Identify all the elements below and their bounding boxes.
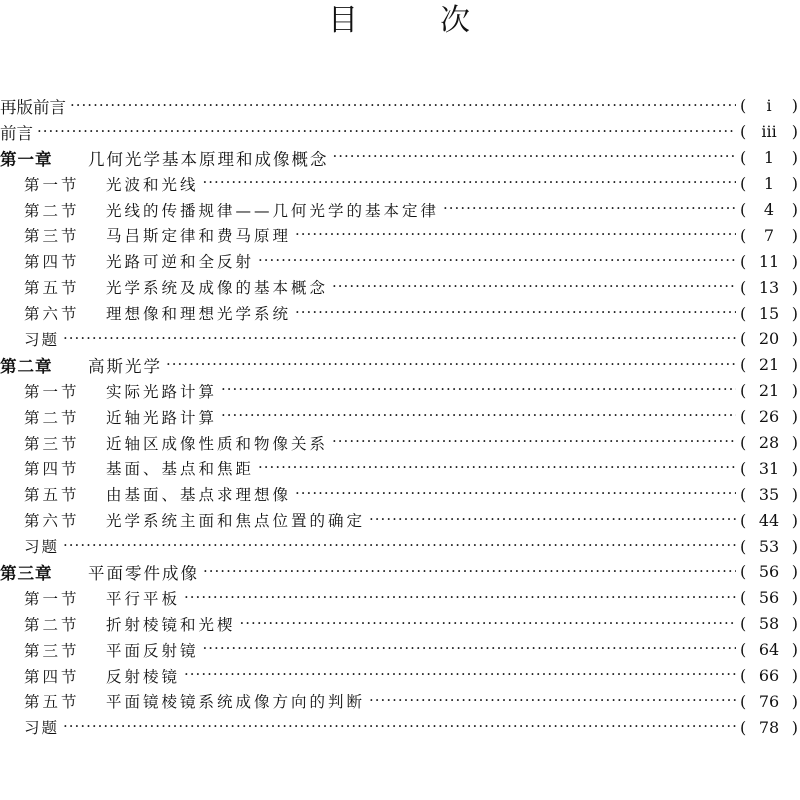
toc-entry-title: 习题	[24, 538, 60, 557]
toc-entry-section[interactable]	[0, 637, 800, 663]
dot-leader	[63, 719, 736, 736]
close-paren: )	[791, 588, 798, 608]
toc-entry-section[interactable]	[0, 663, 800, 689]
dot-leader	[369, 512, 736, 529]
toc-entry-page	[740, 433, 798, 452]
toc-entry-page	[740, 122, 798, 141]
toc-entry-section[interactable]	[0, 481, 800, 507]
page-number: 21	[758, 355, 780, 375]
close-paren: )	[791, 303, 798, 323]
open-paren: (	[740, 666, 747, 686]
close-paren: )	[791, 536, 798, 556]
toc-entry-number: 第二节	[24, 615, 80, 634]
dot-leader	[295, 486, 736, 503]
close-paren: )	[791, 148, 798, 168]
dot-leader	[258, 253, 736, 270]
page-number: 66	[758, 666, 780, 686]
close-paren: )	[791, 433, 798, 453]
open-paren: (	[740, 510, 747, 530]
toc-entry-title: 习题	[24, 719, 60, 738]
close-paren: )	[791, 640, 798, 660]
open-paren: (	[740, 355, 747, 375]
close-paren: )	[791, 381, 798, 401]
toc-entry-page	[740, 692, 798, 711]
page-number: 13	[758, 277, 780, 297]
open-paren: (	[740, 200, 747, 219]
close-paren: )	[791, 510, 798, 530]
toc-entry-title: 习题	[24, 330, 60, 349]
toc-entry-page	[740, 252, 798, 271]
toc-entry-chapter[interactable]	[0, 559, 800, 585]
toc-entry-title: 光学系统主面和焦点位置的确定	[106, 512, 366, 531]
toc-entry-number: 第一节	[24, 175, 80, 194]
toc-entry-number: 第三节	[24, 434, 80, 453]
page-number: 35	[758, 484, 780, 504]
toc-entry-page	[740, 278, 798, 297]
toc-entry-number: 第二章	[0, 356, 53, 376]
toc-entry-number: 第三节	[24, 227, 80, 246]
dot-leader	[332, 279, 736, 296]
dot-leader	[184, 590, 736, 607]
page-number: ⅲ	[761, 122, 777, 142]
toc-entry-title: 平面镜棱镜系统成像方向的判断	[106, 693, 366, 712]
toc-entry-page	[740, 329, 798, 348]
toc-entry-number: 第四节	[24, 253, 80, 272]
open-paren: (	[740, 148, 747, 168]
toc-entry-exercise[interactable]	[0, 326, 800, 352]
page-number: 31	[758, 458, 780, 478]
toc-entry-title: 平面零件成像	[88, 563, 199, 583]
toc-entry-title: 平行平板	[106, 589, 181, 608]
page-number: 1	[763, 174, 775, 194]
toc-entry-title: 光波和光线	[106, 175, 199, 194]
toc-entry-number: 第六节	[24, 305, 80, 324]
toc-entry-page	[740, 485, 798, 504]
page-number: 1	[763, 148, 775, 168]
toc-entry-number: 第五节	[24, 486, 80, 505]
page-number: 4	[763, 200, 775, 219]
toc-entry-section[interactable]	[0, 300, 800, 326]
dot-leader	[295, 227, 736, 244]
toc-entry-section[interactable]	[0, 507, 800, 533]
toc-entry-number: 第五节	[24, 279, 80, 298]
open-paren: (	[740, 174, 747, 194]
toc-entry-exercise[interactable]	[0, 533, 800, 559]
toc-entry-section[interactable]	[0, 404, 800, 430]
toc-entry-section[interactable]	[0, 611, 800, 637]
toc-entry-title: 几何光学基本原理和成像概念	[88, 149, 329, 169]
close-paren: )	[791, 562, 798, 582]
open-paren: (	[740, 458, 747, 478]
toc-entry-front[interactable]	[0, 93, 800, 119]
toc-entry-number: 第二节	[24, 201, 80, 220]
close-paren: )	[791, 691, 798, 711]
page-number: 7	[763, 225, 775, 245]
open-paren: (	[740, 588, 747, 608]
toc-entry-number: 第四节	[24, 460, 80, 479]
toc-entry-section[interactable]	[0, 248, 800, 274]
dot-leader	[295, 305, 736, 322]
toc-entry-title: 近轴区成像性质和物像关系	[106, 434, 329, 453]
dot-leader	[166, 357, 736, 374]
toc-entry-section[interactable]	[0, 274, 800, 300]
toc-entry-title: 由基面、基点求理想像	[106, 486, 292, 505]
open-paren: (	[740, 225, 747, 245]
toc-entry-page	[740, 640, 798, 659]
toc-entry-title: 近轴光路计算	[106, 408, 218, 427]
close-paren: )	[791, 122, 798, 142]
page-number: 53	[758, 536, 780, 556]
toc-entry-title: 折射棱镜和光楔	[106, 615, 236, 634]
open-paren: (	[740, 433, 747, 453]
open-paren: (	[740, 381, 747, 401]
dot-leader	[258, 460, 736, 477]
open-paren: (	[740, 536, 747, 556]
page-number: 11	[758, 251, 780, 271]
toc-entry-page	[740, 226, 798, 245]
dot-leader	[203, 175, 736, 192]
toc-entry-page	[740, 200, 798, 219]
toc-entry-section[interactable]	[0, 688, 800, 714]
dot-leader	[333, 149, 737, 166]
toc-entry-page	[740, 588, 798, 607]
toc-entry-title: 前言	[0, 123, 33, 143]
toc-entry-chapter[interactable]	[0, 145, 800, 171]
dot-leader	[221, 408, 736, 425]
close-paren: )	[791, 666, 798, 686]
toc-entry-number: 第三节	[24, 641, 80, 660]
dot-leader	[369, 693, 736, 710]
close-paren: )	[791, 200, 798, 219]
toc-entry-page	[740, 174, 798, 193]
page-number: 44	[758, 510, 780, 530]
page-number: 56	[758, 588, 780, 608]
close-paren: )	[791, 277, 798, 297]
toc-entry-page	[740, 96, 798, 115]
open-paren: (	[740, 96, 747, 116]
open-paren: (	[740, 562, 747, 582]
open-paren: (	[740, 407, 747, 427]
open-paren: (	[740, 717, 747, 737]
toc-entry-number: 第四节	[24, 667, 80, 686]
toc-entry-section[interactable]	[0, 197, 800, 223]
toc-entry-page	[740, 148, 798, 167]
page-number: 26	[758, 407, 780, 427]
close-paren: )	[791, 174, 798, 194]
page-number: 78	[758, 717, 780, 737]
dot-leader	[221, 382, 736, 399]
close-paren: )	[791, 484, 798, 504]
toc-entry-exercise[interactable]	[0, 714, 800, 740]
toc-entry-title: 马吕斯定律和费马原理	[106, 227, 292, 246]
toc-entry-page	[740, 459, 798, 478]
toc-entry-section[interactable]	[0, 455, 800, 481]
toc-entry-title: 平面反射镜	[106, 641, 199, 660]
toc-entry-title: 实际光路计算	[106, 382, 218, 401]
dot-leader	[63, 331, 736, 348]
page-title	[0, 0, 800, 38]
page-title-left: 目	[328, 3, 360, 38]
toc-entry-number: 第二节	[24, 408, 80, 427]
open-paren: (	[740, 614, 747, 634]
dot-leader	[37, 124, 736, 141]
dot-leader	[184, 667, 736, 684]
close-paren: )	[791, 717, 798, 737]
close-paren: )	[791, 251, 798, 271]
toc-entry-number: 第一节	[24, 382, 80, 401]
dot-leader	[203, 564, 736, 581]
toc-entry-section[interactable]	[0, 430, 800, 456]
toc-entry-title: 高斯光学	[88, 356, 162, 376]
page-number: 56	[758, 562, 780, 582]
toc-entry-page	[740, 614, 798, 633]
page-number: ⅰ	[766, 96, 772, 116]
page-number: 76	[758, 691, 780, 711]
page-title-right: 次	[440, 3, 472, 38]
open-paren: (	[740, 122, 747, 142]
page-number: 15	[758, 303, 780, 323]
open-paren: (	[740, 329, 747, 349]
toc-entry-number: 第五节	[24, 693, 80, 712]
close-paren: )	[791, 329, 798, 349]
page-number: 28	[758, 433, 780, 453]
table-of-contents	[0, 93, 800, 740]
toc-entry-page	[740, 381, 798, 400]
toc-entry-number: 第三章	[0, 563, 53, 583]
dot-leader	[332, 434, 736, 451]
close-paren: )	[791, 458, 798, 478]
dot-leader	[240, 616, 736, 633]
toc-entry-title: 光线的传播规律——几何光学的基本定律	[106, 201, 440, 220]
toc-entry-section[interactable]	[0, 222, 800, 248]
open-paren: (	[740, 251, 747, 271]
open-paren: (	[740, 640, 747, 660]
toc-entry-section[interactable]	[0, 171, 800, 197]
open-paren: (	[740, 484, 747, 504]
close-paren: )	[791, 96, 798, 116]
open-paren: (	[740, 691, 747, 711]
close-paren: )	[791, 614, 798, 634]
toc-entry-number: 第六节	[24, 512, 80, 531]
toc-entry-title: 再版前言	[0, 97, 66, 117]
toc-entry-page	[740, 666, 798, 685]
toc-entry-title: 光路可逆和全反射	[106, 253, 255, 272]
dot-leader	[203, 641, 736, 658]
page-number: 58	[758, 614, 780, 634]
toc-entry-title: 理想像和理想光学系统	[106, 305, 292, 324]
toc-entry-page	[740, 718, 798, 737]
dot-leader	[443, 201, 736, 218]
toc-entry-number: 第一章	[0, 149, 53, 169]
toc-entry-chapter[interactable]	[0, 352, 800, 378]
toc-entry-page	[740, 407, 798, 426]
toc-entry-section[interactable]	[0, 585, 800, 611]
toc-entry-page	[740, 355, 798, 374]
page-number: 64	[758, 640, 780, 660]
dot-leader	[63, 538, 736, 555]
close-paren: )	[791, 407, 798, 427]
toc-entry-page	[740, 511, 798, 530]
toc-entry-page	[740, 304, 798, 323]
page-number: 20	[758, 329, 780, 349]
toc-entry-title: 光学系统及成像的基本概念	[106, 279, 329, 298]
toc-entry-number: 第一节	[24, 589, 80, 608]
toc-entry-title: 反射棱镜	[106, 667, 181, 686]
toc-entry-section[interactable]	[0, 378, 800, 404]
page-number: 21	[758, 381, 780, 401]
toc-entry-page	[740, 537, 798, 556]
toc-entry-page	[740, 562, 798, 581]
toc-entry-front[interactable]	[0, 119, 800, 145]
close-paren: )	[791, 355, 798, 375]
open-paren: (	[740, 303, 747, 323]
dot-leader	[70, 98, 736, 115]
toc-entry-title: 基面、基点和焦距	[106, 460, 255, 479]
open-paren: (	[740, 277, 747, 297]
close-paren: )	[791, 225, 798, 245]
